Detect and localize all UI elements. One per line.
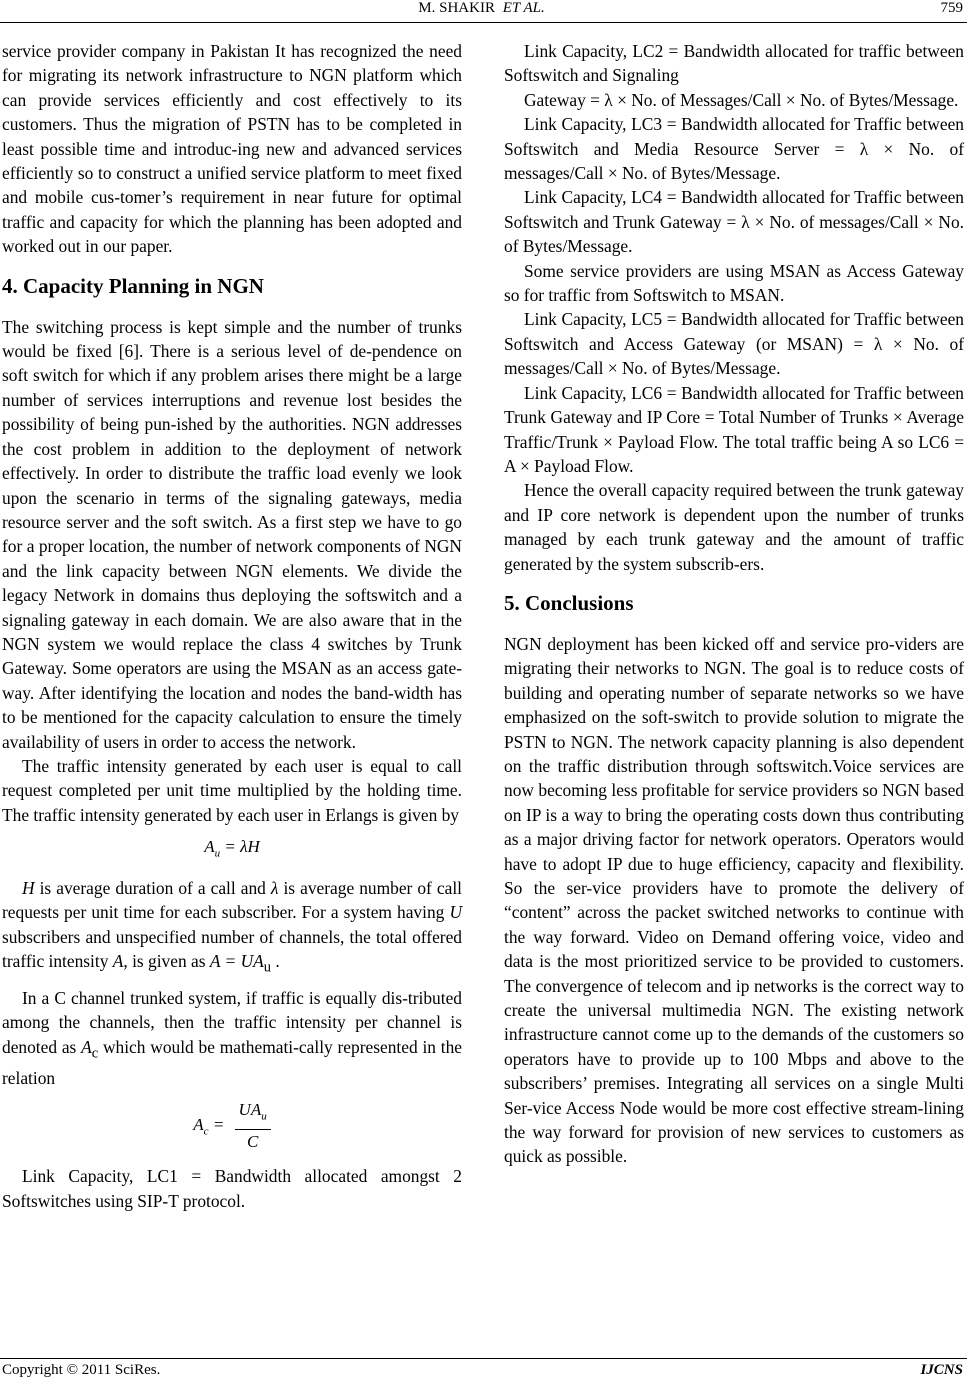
section-heading-conclusions: 5. Conclusions (504, 590, 634, 615)
text: is average number of call requests per unit time for each subscriber. For a system having (2, 877, 462, 923)
paragraph: Some service providers are using MSAN as Access Gateway so for traffic from Softswitch to MSAN. (504, 260, 964, 306)
paragraph: Hence the overall capacity required between the trunk gateway and IP core network is dependent upon the number of trunks managed by each trunk gateway and the amount of traffic generated by the system subscrib-ers. (504, 480, 964, 574)
paragraph: service provider company in Pakistan It has recognized the need for migrating its network infrastructure to NGN platform which can provide services efficiently and cost effectively to its customers. Thus the migration of PSTN has to be completed in least possible time and introduc-ing new and advanced services efficiently so to construct a unified service platform to meet fixed and mobile cus-tomer’s requirement in near future for optimal traffic and capacity for which the planning has been adopted and worked out in our paper. (2, 41, 462, 257)
section-heading-capacity-planning: 4. Capacity Planning in NGN (2, 273, 264, 298)
var-a: A (112, 951, 124, 972)
paragraph (2, 986, 462, 1090)
fraction (235, 1098, 271, 1154)
equation-user-traffic (2, 835, 462, 866)
text: . (271, 951, 280, 972)
running-head-etal: ET AL. (502, 0, 545, 16)
text: is average duration of a call and (34, 877, 271, 898)
denominator-text: C (246, 1131, 259, 1151)
fraction-numerator (235, 1098, 271, 1130)
text: which would be mathemati-cally represented in the relation (2, 1036, 463, 1088)
var-u: U (449, 902, 462, 923)
numerator-sub: u (261, 1110, 267, 1123)
eq-sub: u (214, 847, 221, 860)
eq-equals: = (212, 1115, 225, 1135)
text: subscribers and unspecified number of channels, the total offered traffic intensity (2, 926, 462, 972)
inline-sub: c (91, 1045, 99, 1062)
footer-rule (0, 1358, 967, 1359)
left-column (2, 39, 462, 1213)
fraction-denominator (235, 1130, 271, 1154)
paragraph: Gateway = λ × No. of Messages/Call × No. of Bytes/Message. (524, 89, 959, 110)
eq-lhs: A (193, 1115, 204, 1135)
eq-sub: c (203, 1125, 209, 1138)
journal-name: IJCNS (920, 1362, 963, 1378)
paragraph: The switching process is kept simple and the number of trunks would be fixed [6]. There is a serious level of de-pendence on soft switch for which if any problem arises there might be a large number of services interruptions and revenue lost besides the possibility of being pun-ished by the authorities. NGN addresses the cost problem in addition to the deployment of network effectively. In order to distribute the traffic load evenly we look upon the scenario in terms of the signaling gateways, media resource server and the soft switch. As a first step we have to go for a proper location, the number of network components of NGN and the link capacity between NGN elements. We divide the legacy Network in domains thus deploying the softswitch and a signaling gateway in each domain. We are also aware that in the NGN system we would replace the class 4 switches by Trunk Gateway. Some operators are using the MSAN as an access gate-way. After identifying the location and nodes the band-width has to be mentioned for the capacity calculation to ensure the timely availability of users in order to access the network. (2, 316, 462, 752)
inline-sub: u (263, 959, 272, 976)
page-number: 759 (940, 0, 963, 16)
eq-lhs: A (204, 837, 215, 857)
inline-equation: A = UA (209, 951, 264, 972)
paragraph: Link Capacity, LC4 = Bandwidth allocated for Traffic between Softswitch and Trunk Gateway = λ × No. of messages/Call × No. of Bytes/Message. (504, 187, 964, 257)
numerator-text: UA (238, 1100, 262, 1120)
eq-rhs: = λH (224, 837, 260, 857)
paragraph: NGN deployment has been kicked off and service pro-viders are migrating their networks to NGN. The goal is to reduce costs of building and operating number of separate networks so we have emphasized on the soft-switch to provide solution to migrate the PSTN to NGN. The network capacity planning is also dependent on the traffic distribution through softswitch.Voice services are now becoming less profitable for service providers so NGN based on IP is a way to bring the operating costs down thus contributing as a major driving factor for network operators. Operators would have to adopt IP due to huge efficiency, capacity and flexibility. So the ser-vice providers have to promote the delivery of “content” across the packet switched networks to continue with the way forward. Video on Demand offering voice, video and data is the most prioritized service to be provided to customers. The convergence of telecom and ip networks is the correct way to create the universal multimedia NGN. The existing network infrastructure cannot come up to the demands of the customers so operators have to provide up to 100 Mbps and above to the subscribers’ premises. Integrating all services on a single Multi Ser-vice Access Node would be more cost effective stream-lining the way forward for provision of new services to customers as quick as possible. (504, 633, 964, 1167)
equation-channel-traffic (2, 1098, 462, 1154)
paragraph: Link Capacity, LC1 = Bandwidth allocated amongst 2 Softswitches using SIP-T protocol. (2, 1166, 462, 1211)
var-h: H (22, 877, 35, 898)
var-lambda: λ (270, 877, 279, 898)
paragraph: Link Capacity, LC5 = Bandwidth allocated for Traffic between Softswitch and Access Gateway (or MSAN) = λ × No. of messages/Call × No. of Bytes/Message. (504, 309, 964, 379)
running-head (0, 0, 967, 17)
text: In a C channel trunked system, if traffic is equally dis-tributed among the channels, then the traffic intensity per channel is denoted as (2, 988, 462, 1057)
header-rule (0, 22, 967, 23)
paragraph: The traffic intensity generated by each user is equal to call request completed per unit time multiplied by the holding time. The traffic intensity generated by each user in Erlangs is given by (2, 755, 462, 825)
paragraph: Link Capacity, LC2 = Bandwidth allocated for traffic between Softswitch and Signaling (504, 41, 964, 86)
paragraph (2, 876, 462, 980)
paragraph: Link Capacity, LC3 = Bandwidth allocated for Traffic between Softswitch and Media Resource Server = λ × No. of messages/Call × No. of Bytes/Message. (504, 114, 964, 184)
paragraph: Link Capacity, LC6 = Bandwidth allocated for Traffic between Trunk Gateway and IP Core = Total Number of Trunks × Average Traffic/Trunk × Payload Flow. The total traffic being A so LC6 = A × Payload Flow. (504, 382, 964, 476)
copyright: Copyright © 2011 SciRes. (2, 1362, 161, 1378)
text: , is given as (123, 951, 210, 972)
right-column (504, 39, 964, 1169)
running-head-author: M. SHAKIR (418, 0, 495, 16)
var-a: A (81, 1036, 92, 1057)
